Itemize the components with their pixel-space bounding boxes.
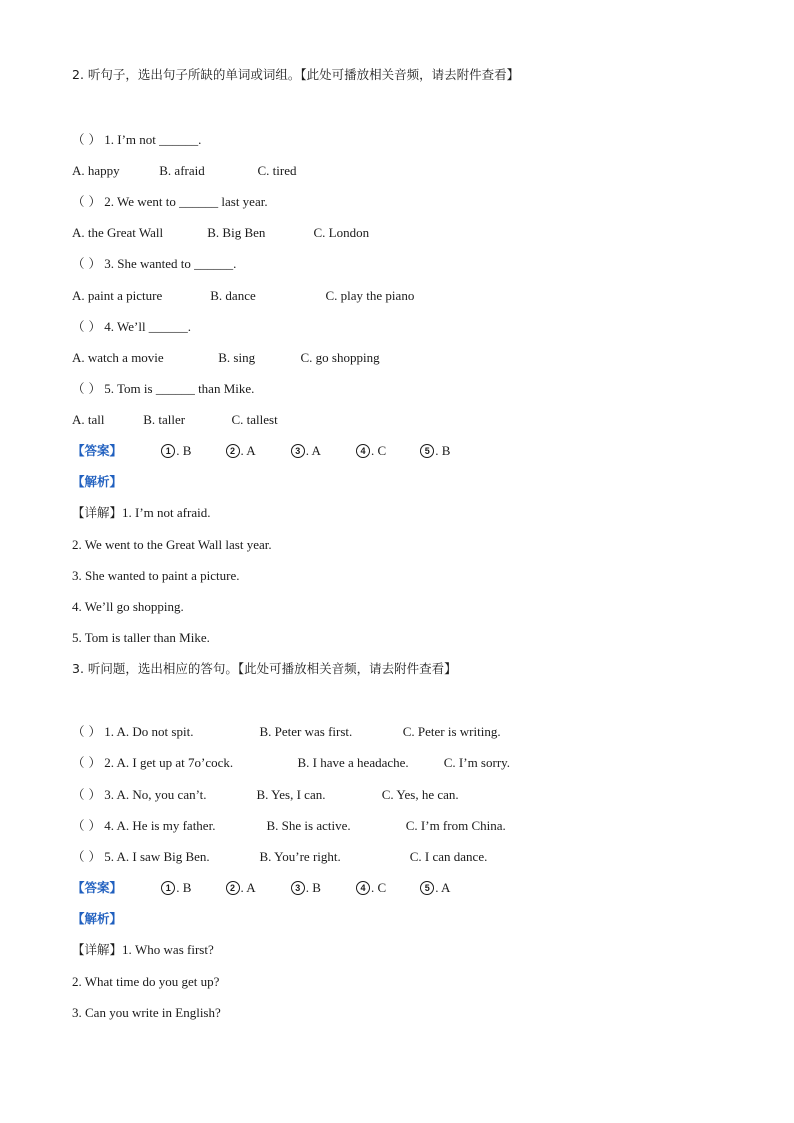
answer-paren[interactable]: （ ） [72,755,101,770]
option-b: B. sing [218,350,256,365]
answer-item [420,880,450,896]
option-a: A. tall [72,412,105,427]
option-c: C. I’m sorry. [443,755,511,770]
question-text: 1. I’m not ______. [104,132,202,147]
question-text: 3. A. No, you can’t. [104,787,207,802]
detail-tag: 【详解】 [72,505,123,520]
s2-analysis-tag: 【解析】 [72,474,123,489]
s3-question-3 [72,787,459,803]
circled-number: 2 [226,444,240,458]
answer-paren[interactable]: （ ） [72,132,101,147]
option-b: B. afraid [159,163,205,178]
option-c: C. go shopping [300,350,380,365]
section-3-heading: 3. 听问题，选出相应的答句。【此处可播放相关音频，请去附件查看】 [72,661,457,676]
question-text: 5. A. I saw Big Ben. [104,849,210,864]
s2-answer-row [72,443,450,459]
circled-number: 3 [291,444,305,458]
question-text: 2. We went to ______ last year. [104,194,268,209]
answer-item [226,880,288,896]
question-text: 1. A. Do not spit. [104,724,194,739]
answer-item [420,443,450,459]
s2-question-1 [72,132,201,148]
s2-options-3 [72,288,414,304]
option-b: B. I have a headache. [297,755,409,770]
s3-detail-1 [72,942,214,958]
answer-value: . A [240,443,256,458]
option-a: A. paint a picture [72,288,163,303]
s2-detail-3: 3. She wanted to paint a picture. [72,568,240,583]
option-b: B. Peter was first. [259,724,353,739]
answer-tag: 【答案】 [72,880,123,895]
s2-question-2 [72,194,268,210]
option-c: C. I’m from China. [405,818,506,833]
s3-question-4 [72,818,506,834]
answer-value: . C [371,443,387,458]
option-c: C. Yes, he can. [381,787,459,802]
answer-paren[interactable]: （ ） [72,194,101,209]
detail-text: 1. I’m not afraid. [122,505,211,520]
option-b: B. Yes, I can. [256,787,326,802]
question-text: 5. Tom is ______ than Mike. [104,381,255,396]
option-c: C. I can dance. [409,849,488,864]
option-a: A. watch a movie [72,350,164,365]
question-text: 4. We’ll ______. [104,319,192,334]
s2-question-5 [72,381,254,397]
s3-detail-2: 2. What time do you get up? [72,974,220,989]
answer-value: . A [305,443,321,458]
s3-question-1 [72,724,501,740]
circled-number: 1 [161,881,175,895]
circled-number: 3 [291,881,305,895]
answer-paren[interactable]: （ ） [72,787,101,802]
answer-value: . B [435,443,451,458]
s2-detail-1 [72,505,210,521]
answer-value: . A [435,880,451,895]
answer-paren[interactable]: （ ） [72,849,101,864]
detail-text: 1. Who was first? [122,942,214,957]
answer-item [226,443,288,459]
s2-options-4 [72,350,380,366]
option-b: B. You’re right. [259,849,341,864]
s2-options-5 [72,412,278,428]
answer-paren[interactable]: （ ） [72,818,101,833]
circled-number: 2 [226,881,240,895]
answer-value: . B [176,443,192,458]
option-a: A. happy [72,163,120,178]
option-a: A. the Great Wall [72,225,164,240]
circled-number: 5 [420,444,434,458]
circled-number: 5 [420,881,434,895]
s2-detail-5: 5. Tom is taller than Mike. [72,630,210,645]
answer-item [161,443,222,459]
question-text: 2. A. I get up at 7o’cock. [104,755,234,770]
option-c: C. tallest [231,412,278,427]
circled-number: 4 [356,881,370,895]
answer-item [291,443,353,459]
section-2-heading: 2. 听句子，选出句子所缺的单词或词组。【此处可播放相关音频，请去附件查看】 [72,67,520,82]
s3-detail-3: 3. Can you write in English? [72,1005,221,1020]
circled-number: 1 [161,444,175,458]
circled-number: 4 [356,444,370,458]
answer-item [161,880,222,896]
s3-question-5 [72,849,487,865]
option-c: C. London [313,225,370,240]
answer-item [356,443,417,459]
s2-detail-2: 2. We went to the Great Wall last year. [72,537,272,552]
option-c: C. Peter is writing. [402,724,501,739]
s3-answer-row [72,880,450,896]
answer-item [291,880,353,896]
answer-tag: 【答案】 [72,443,123,458]
s2-question-4 [72,319,191,335]
answer-value: . B [305,880,321,895]
question-text: 4. A. He is my father. [104,818,216,833]
answer-value: . A [240,880,256,895]
option-b: B. Big Ben [207,225,266,240]
answer-paren[interactable]: （ ） [72,256,101,271]
s2-question-3 [72,256,236,272]
answer-item [356,880,417,896]
option-c: C. tired [257,163,297,178]
s2-options-2 [72,225,369,241]
answer-value: . C [371,880,387,895]
answer-value: . B [176,880,192,895]
detail-tag: 【详解】 [72,942,123,957]
s2-detail-4: 4. We’ll go shopping. [72,599,184,614]
answer-paren[interactable]: （ ） [72,724,101,739]
option-b: B. taller [143,412,186,427]
option-b: B. She is active. [266,818,351,833]
s3-question-2 [72,755,510,771]
s2-options-1 [72,163,297,179]
option-b: B. dance [210,288,256,303]
option-c: C. play the piano [325,288,415,303]
question-text: 3. She wanted to ______. [104,256,237,271]
s3-analysis-tag: 【解析】 [72,911,123,926]
answer-paren[interactable]: （ ） [72,319,101,334]
answer-paren[interactable]: （ ） [72,381,101,396]
